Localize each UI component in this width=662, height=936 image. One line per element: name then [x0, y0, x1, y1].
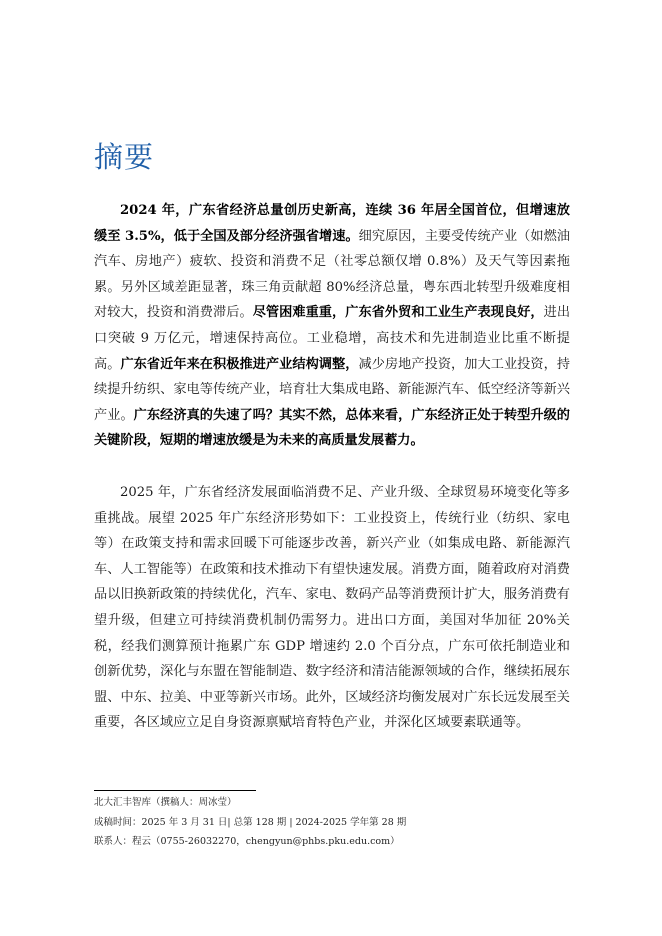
- summary-paragraph-1: [94, 198, 570, 454]
- emphasis-text: 广东经济真的失速了吗？其实不然，总体来看，广东经济正处于转型升级的关键阶段，短期的增速放缓是为未来的高质量发展蓄力。: [94, 407, 570, 449]
- body-text: 减少房地产投资，加大工业投资，持续提升纺织、家电等传统产业，培育壮大集成电路、新能源汽车、低空经济等新兴产业。: [94, 356, 571, 423]
- page-title: 摘要: [94, 140, 155, 174]
- body-text: 细究原因，主要受传统产业（如燃油汽车、房地产）疲软、投资和消费不足（社零总额仅增 0.8%）及天气等因素拖累。另外区域差距显著，珠三角贡献超 80%经济总量，粤东西北转型升级难度相对较大，投资和消费滞后。: [94, 228, 570, 321]
- footer-organization: 北大汇丰智库（撰稿人：周冰莹）: [94, 797, 237, 808]
- footnote-divider: [94, 790, 256, 791]
- summary-paragraph-2: 2025 年，广东省经济发展面临消费不足、产业升级、全球贸易环境变化等多重挑战。展望 2025 年广东经济形势如下：工业投资上，传统行业（纺织、家电等）在政策支持和需求回暖下可能逐步改善，新兴产业（如集成电路、新能源汽车、人工智能等）在政策和技术推动下有望快速发展。消费方面，随着政府对消费品以旧换新政策的持续优化，汽车、家电、数码产品等消费预计扩大，服务消费有望升级，但建立可持续消费机制仍需努力。进出口方面，美国对华加征 20%关税，经我们测算预计拖累广东 GDP 增速约 2.0 个百分点，广东可依托制造业和创新优势，深化与东盟在智能制造、数字经济和清洁能源领域的合作，继续拓展东盟、中东、拉美、中亚等新兴市场。此外，区域经济均衡发展对广东长远发展至关重要，各区域应立足自身资源禀赋培育特色产业，并深化区域要素联通等。: [94, 485, 570, 731]
- emphasis-text: 尽管困难重重，广东省外贸和工业生产表现良好，: [252, 305, 544, 321]
- footer-contact: 联系人：程云（0755-26032270，chengyun@phbs.pku.edu.com）: [94, 836, 400, 847]
- footer-issue-date: 成稿时间：2025 年 3 月 31 日| 总第 128 期 | 2024-2025 学年第 28 期: [94, 817, 407, 828]
- emphasis-text: 2024 年，广东省经济总量创历史新高，连续 36 年居全国首位，但增速放缓至 3.5%，低于全国及部分经济强省增速。: [94, 203, 570, 244]
- body-text: 进出口突破 9 万亿元，增速保持高位。工业稳增，高技术和先进制造业比重不断提高。: [94, 305, 571, 372]
- emphasis-text: 广东省近年来在积极推进产业结构调整，: [120, 356, 359, 372]
